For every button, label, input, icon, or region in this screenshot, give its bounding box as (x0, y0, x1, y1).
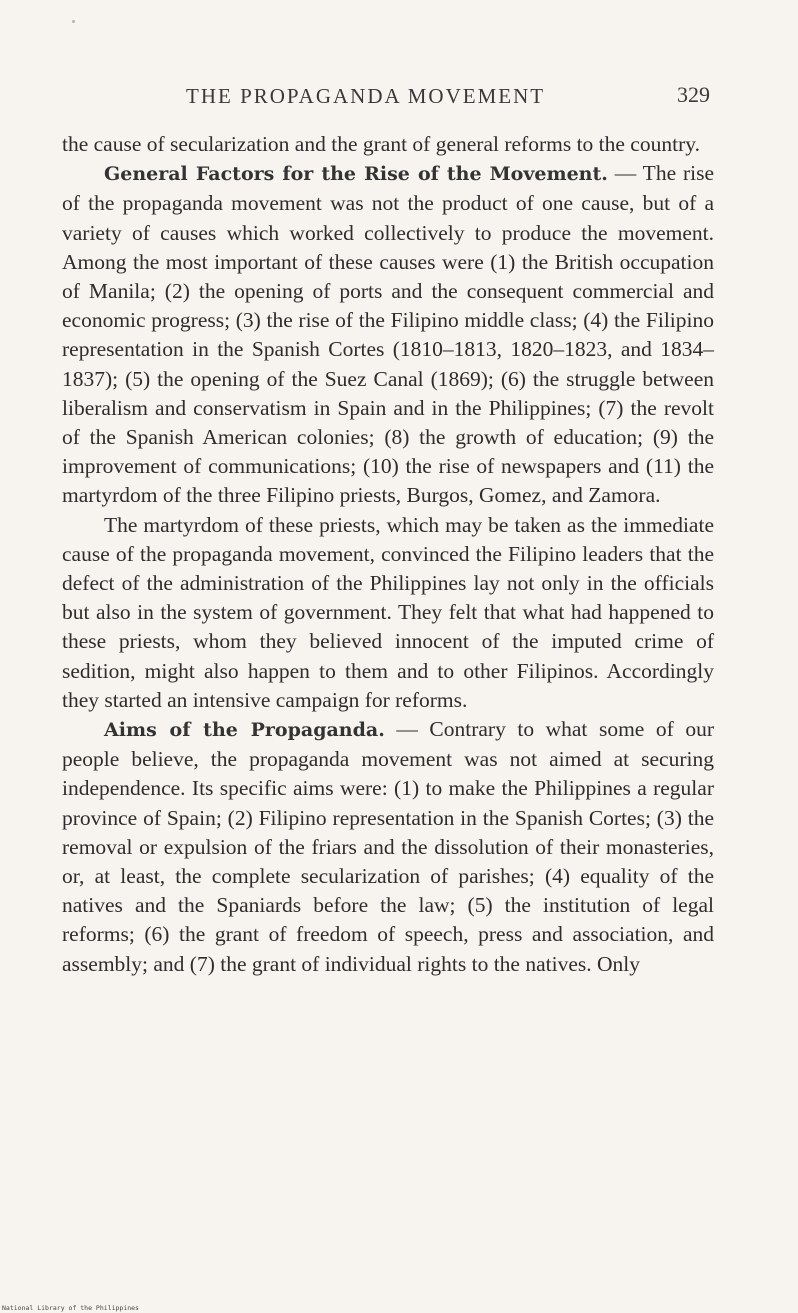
paragraph-text: — Contrary to what some of our people believe, the propaganda movement was not aimed at securing independence. Its specific aims were: (1) to make the Philippines a regular province of Spain; (2) Filipino representation in the Spanish Cortes; (3) the removal or expulsion of the friars and the dissolution of their monasteries, or, at least, the complete secularization of parishes; (4) equality of the natives and the Spaniards before the law; (5) the institution of legal reforms; (6) the grant of freedom of speech, press and association, and assembly; and (7) the grant of individual rights to the natives. Only (62, 717, 714, 976)
paragraph-continuation (62, 130, 714, 159)
paragraph-text: The martyrdom of these priests, which may be taken as the immediate cause of the propaganda movement, convinced the Filipino leaders that the defect of the administration of the Philippines lay not only in the officials but also in the system of government. They felt that what had happened to these priests, whom they believed innocent of the imputed crime of sedition, might also happen to them and to other Filipinos. Accordingly they started an intensive campaign for reforms. (62, 512, 714, 712)
body-text (62, 130, 714, 979)
paragraph-text: the cause of secularization and the grant of general reforms to the country. (62, 132, 700, 156)
paragraph-aims (62, 715, 714, 979)
paper-speck (72, 20, 75, 23)
section-heading-aims: Aims of the Propaganda. (104, 719, 385, 742)
paragraph-martyrdom (62, 511, 714, 715)
library-stamp: National Library of the Philippines (2, 1304, 139, 1312)
paragraph-general-factors (62, 159, 714, 510)
running-head-title: THE PROPAGANDA MOVEMENT (186, 84, 546, 108)
paragraph-text: — The rise of the propaganda movement was not the product of one cause, but of a variety of causes which worked collectively to produce the movement. Among the most important of these causes were (1) the British occupation of Manila; (2) the opening of ports and the consequent commercial and economic progress; (3) the rise of the Filipino middle class; (4) the Filipino representation in the Spanish Cortes (1810–1813, 1820–1823, and 1834–1837); (5) the opening of the Suez Canal (1869); (6) the struggle between liberalism and conservatism in Spain and in the Philippines; (7) the revolt of the Spanish American colonies; (8) the growth of education; (9) the improvement of communications; (10) the rise of newspapers and (11) the martyrdom of the three Filipino priests, Burgos, Gomez, and Zamora. (62, 161, 714, 508)
page-number: 329 (677, 82, 710, 107)
section-heading-general-factors: General Factors for the Rise of the Movement. (104, 163, 608, 186)
